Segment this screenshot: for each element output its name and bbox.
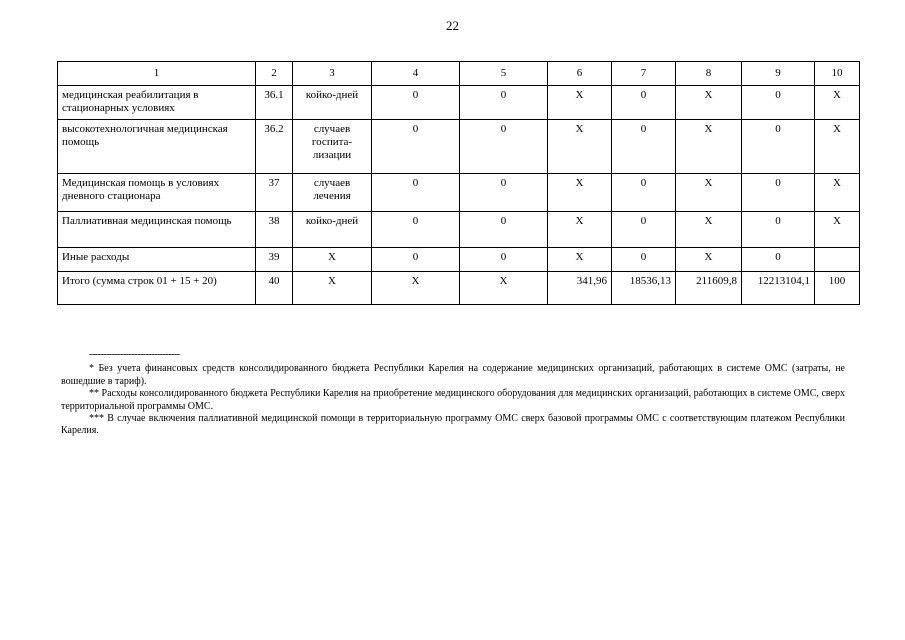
header-cell: 8 bbox=[676, 62, 742, 86]
cell: 0 bbox=[372, 248, 460, 272]
cell: 0 bbox=[612, 174, 676, 212]
cell: X bbox=[676, 248, 742, 272]
cell: X bbox=[676, 212, 742, 248]
footnote-1: * Без учета финансовых средств консолидированного бюджета Республики Карелия на содержание медицинских организаций, работающих в системе ОМС (затраты, не вошедшие в тариф). bbox=[61, 363, 845, 387]
cell: X bbox=[548, 120, 612, 174]
header-cell: 6 bbox=[548, 62, 612, 86]
row-unit: койко-дней bbox=[293, 212, 372, 248]
cell: 0 bbox=[460, 174, 548, 212]
row-code: 36.1 bbox=[256, 86, 293, 120]
cell: 211609,8 bbox=[676, 272, 742, 305]
table-row bbox=[58, 212, 860, 248]
cell: 0 bbox=[612, 120, 676, 174]
cell: X bbox=[815, 212, 860, 248]
cell bbox=[815, 248, 860, 272]
cell: X bbox=[372, 272, 460, 305]
row-unit: койко-дней bbox=[293, 86, 372, 120]
cell: 18536,13 bbox=[612, 272, 676, 305]
cell: 100 bbox=[815, 272, 860, 305]
row-label: медицинская реабилитация в стационарных условиях bbox=[58, 86, 256, 120]
row-label: высокотехнологичная медицинская помощь bbox=[58, 120, 256, 174]
row-code: 39 bbox=[256, 248, 293, 272]
cell: 0 bbox=[742, 212, 815, 248]
cell: 0 bbox=[612, 86, 676, 120]
table-header-row bbox=[58, 62, 860, 86]
cell: X bbox=[548, 212, 612, 248]
cell: 0 bbox=[460, 212, 548, 248]
footnotes bbox=[61, 349, 845, 438]
row-label: Медицинская помощь в условиях дневного стационара bbox=[58, 174, 256, 212]
row-code: 37 bbox=[256, 174, 293, 212]
cell: X bbox=[460, 272, 548, 305]
cell: 0 bbox=[460, 248, 548, 272]
cell: 0 bbox=[460, 86, 548, 120]
table-row bbox=[58, 86, 860, 120]
row-label: Иные расходы bbox=[58, 248, 256, 272]
cell: 0 bbox=[742, 120, 815, 174]
footnote-2: ** Расходы консолидированного бюджета Республики Карелия на приобретение медицинского оборудования для медицинских организаций, работающих в системе ОМС, сверх территориальной программы ОМС. bbox=[61, 388, 845, 412]
cell: X bbox=[676, 86, 742, 120]
cell: X bbox=[815, 120, 860, 174]
table-row bbox=[58, 120, 860, 174]
row-unit: случаев лечения bbox=[293, 174, 372, 212]
footnote-3: *** В случае включения паллиативной медицинской помощи в территориальную программу ОМС сверх базовой программы ОМС с соответствующим платежом Республики Карелия. bbox=[61, 413, 845, 437]
cell: 0 bbox=[612, 212, 676, 248]
financing-table bbox=[57, 61, 860, 305]
cell: X bbox=[815, 174, 860, 212]
footnote-separator: -------------------------------- bbox=[89, 349, 180, 360]
cell: 0 bbox=[372, 86, 460, 120]
row-code: 38 bbox=[256, 212, 293, 248]
cell: X bbox=[548, 86, 612, 120]
cell: 0 bbox=[372, 212, 460, 248]
cell: 0 bbox=[372, 120, 460, 174]
table-row bbox=[58, 174, 860, 212]
row-unit: X bbox=[293, 248, 372, 272]
cell: 0 bbox=[742, 248, 815, 272]
cell: 0 bbox=[372, 174, 460, 212]
cell: X bbox=[815, 86, 860, 120]
table-row-total bbox=[58, 272, 860, 305]
header-cell: 10 bbox=[815, 62, 860, 86]
cell: X bbox=[676, 174, 742, 212]
header-cell: 2 bbox=[256, 62, 293, 86]
header-cell: 9 bbox=[742, 62, 815, 86]
cell: X bbox=[548, 174, 612, 212]
cell: X bbox=[676, 120, 742, 174]
cell: 12213104,1 bbox=[742, 272, 815, 305]
header-cell: 3 bbox=[293, 62, 372, 86]
cell: 0 bbox=[612, 248, 676, 272]
cell: 0 bbox=[742, 174, 815, 212]
cell: 0 bbox=[460, 120, 548, 174]
row-unit: случаев госпита-лизации bbox=[293, 120, 372, 174]
cell: 0 bbox=[742, 86, 815, 120]
row-code: 36.2 bbox=[256, 120, 293, 174]
header-cell: 4 bbox=[372, 62, 460, 86]
cell: X bbox=[548, 248, 612, 272]
table-row bbox=[58, 248, 860, 272]
row-label: Итого (сумма строк 01 + 15 + 20) bbox=[58, 272, 256, 305]
header-cell: 7 bbox=[612, 62, 676, 86]
row-unit: X bbox=[293, 272, 372, 305]
row-code: 40 bbox=[256, 272, 293, 305]
header-cell: 5 bbox=[460, 62, 548, 86]
header-cell: 1 bbox=[58, 62, 256, 86]
row-label: Паллиативная медицинская помощь bbox=[58, 212, 256, 248]
cell: 341,96 bbox=[548, 272, 612, 305]
page-number: 22 bbox=[446, 18, 459, 33]
